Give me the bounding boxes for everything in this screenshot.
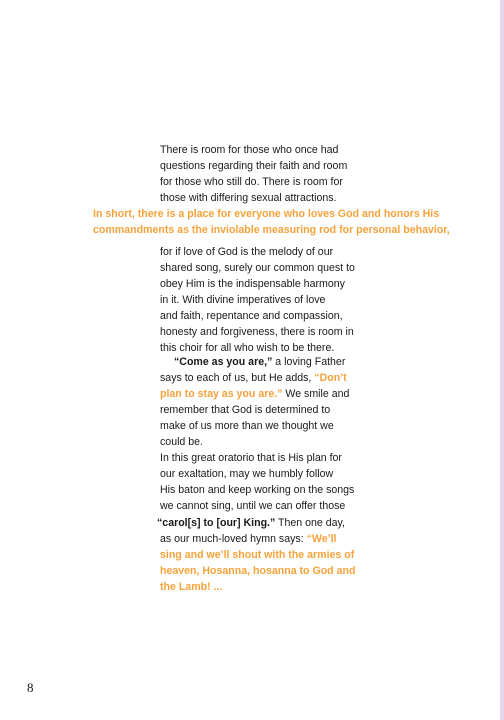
pull-quote bbox=[93, 206, 450, 238]
hymn-quote-line: the Lamb! ... bbox=[160, 581, 223, 593]
hymn-quote-line: sing and we’ll shout with the armies of bbox=[160, 549, 355, 561]
text-line: His baton and keep working on the songs bbox=[160, 484, 355, 496]
paragraph-come-as-you-are bbox=[160, 354, 365, 450]
text-line: those with differing sexual attractions. bbox=[160, 192, 337, 204]
page-number: 8 bbox=[27, 680, 34, 695]
text-fragment: says to each of us, but He adds, bbox=[160, 372, 312, 384]
page-edge-strip bbox=[500, 0, 504, 720]
text-line: make of us more than we thought we bbox=[160, 420, 334, 432]
text-line bbox=[160, 370, 365, 386]
text-fragment: Then one day, bbox=[275, 517, 345, 529]
pull-quote-line: In short, there is a place for everyone who loves God and honors His bbox=[93, 208, 440, 220]
text-line: honesty and forgiveness, there is room in bbox=[160, 326, 354, 338]
hymn-quote-line: heaven, Hosanna, hosanna to God and bbox=[160, 565, 356, 577]
paragraph-room bbox=[160, 142, 365, 206]
text-line: In this great oratorio that is His plan for bbox=[160, 452, 342, 464]
text-line: questions regarding their faith and room bbox=[160, 160, 348, 172]
quote-dont-plan: “Don’t bbox=[314, 372, 347, 384]
paragraph-melody bbox=[160, 244, 365, 356]
text-fragment: We smile and bbox=[282, 388, 350, 400]
text-line: for those who still do. There is room for bbox=[160, 176, 343, 188]
pull-quote-line: commandments as the inviolable measuring rod for personal behavior, bbox=[93, 224, 450, 236]
text-line: in it. With divine imperatives of love bbox=[160, 294, 326, 306]
quote-come-as-you-are: “Come as you are,” bbox=[174, 356, 273, 368]
text-fragment: as our much-loved hymn says: bbox=[160, 533, 304, 545]
text-line bbox=[160, 386, 365, 402]
quote-carols: “carol[s] to [our] King.” bbox=[157, 517, 276, 529]
text-line: and faith, repentance and compassion, bbox=[160, 310, 343, 322]
text-line bbox=[157, 531, 362, 547]
hymn-quote: “We’ll bbox=[306, 533, 337, 545]
text-line: shared song, surely our common quest to bbox=[160, 262, 355, 274]
text-line bbox=[160, 354, 365, 370]
text-line: we cannot sing, until we can offer those bbox=[160, 500, 346, 512]
text-line: There is room for those who once had bbox=[160, 144, 339, 156]
text-line: obey Him is the indispensable harmony bbox=[160, 278, 345, 290]
text-line: could be. bbox=[160, 436, 203, 448]
text-line: for if love of God is the melody of our bbox=[160, 246, 334, 258]
text-line: remember that God is determined to bbox=[160, 404, 331, 416]
quote-dont-plan-end: plan to stay as you are.” bbox=[160, 388, 283, 400]
text-fragment: a loving Father bbox=[272, 356, 346, 368]
text-line bbox=[157, 515, 362, 531]
text-line: this choir for all who wish to be there. bbox=[160, 342, 335, 354]
paragraph-hymn bbox=[157, 515, 362, 595]
text-line: our exaltation, may we humbly follow bbox=[160, 468, 334, 480]
paragraph-oratorio bbox=[160, 450, 365, 514]
